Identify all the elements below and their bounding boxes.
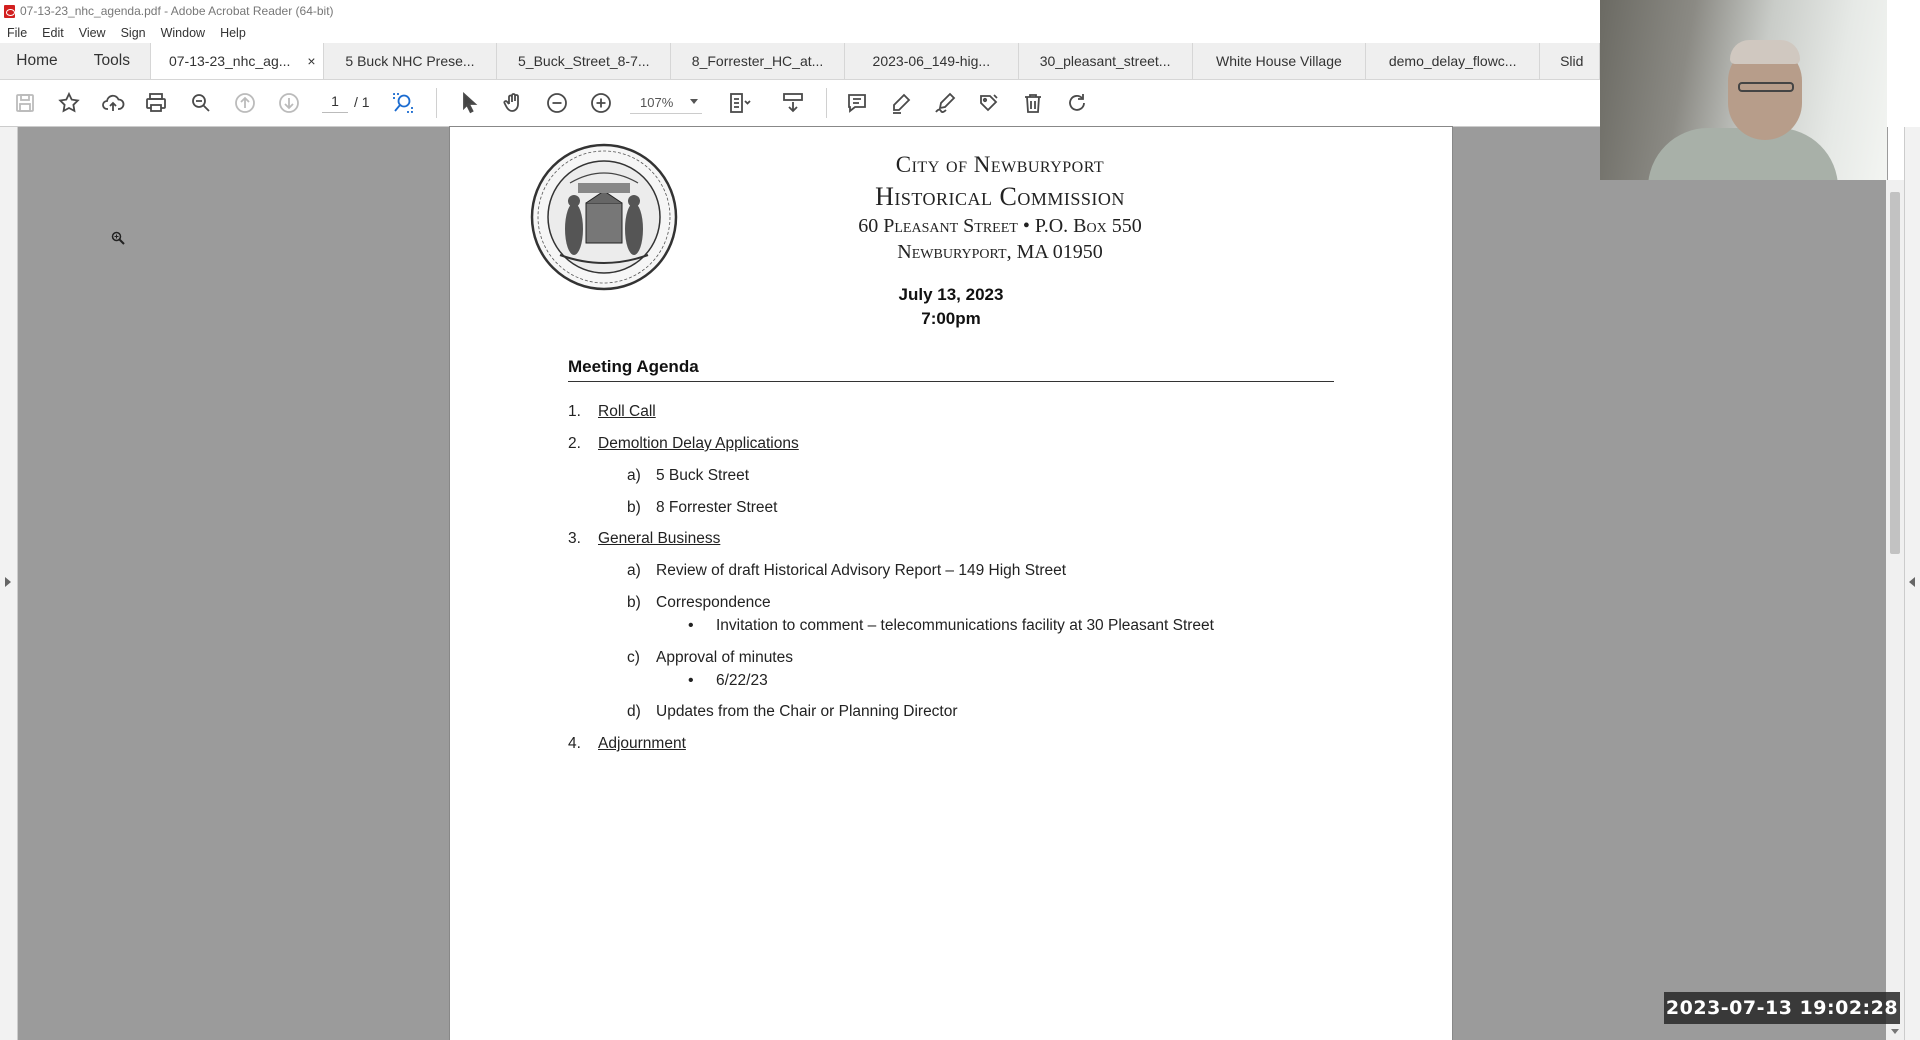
item-letter: a): [627, 467, 641, 484]
toolbar-separator: [826, 88, 827, 118]
page-down-icon[interactable]: [276, 90, 302, 116]
find-icon[interactable]: [390, 90, 416, 116]
menu-view[interactable]: View: [78, 25, 106, 40]
item-number: 4.: [568, 735, 581, 752]
scroll-mode-icon[interactable]: [780, 90, 806, 116]
letterhead-city: City of Newburyport: [895, 152, 1105, 177]
item-number: 1.: [568, 403, 581, 420]
item-text: Demoltion Delay Applications: [598, 435, 799, 452]
fit-page-icon[interactable]: [726, 90, 752, 116]
tab-document[interactable]: demo_delay_flowc...: [1366, 43, 1540, 79]
recording-timestamp: 2023-07-13 19:02:28: [1664, 992, 1900, 1024]
agenda-subitem: [627, 703, 958, 721]
item-letter: c): [627, 649, 640, 666]
item-text: Approval of minutes: [656, 649, 793, 666]
tab-bar: [0, 43, 1600, 80]
agenda-subitem: [627, 499, 777, 517]
meeting-time: 7:00pm: [921, 309, 981, 328]
tab-document[interactable]: Slid: [1540, 43, 1600, 79]
person-glasses: [1738, 82, 1794, 92]
close-tab-icon[interactable]: ×: [307, 53, 316, 69]
letterhead-commission: Historical Commission: [875, 182, 1125, 211]
letterhead-address: 60 Pleasant Street • P.O. Box 550: [858, 215, 1142, 237]
tab-document[interactable]: White House Village: [1193, 43, 1367, 79]
menu-window[interactable]: Window: [160, 25, 206, 40]
item-text: General Business: [598, 530, 721, 547]
item-number: 2.: [568, 435, 581, 452]
item-text: Adjournment: [598, 735, 686, 752]
agenda-subitem: [627, 649, 793, 667]
item-text: Roll Call: [598, 403, 656, 420]
cloud-upload-icon[interactable]: [100, 90, 126, 116]
left-panel-toggle[interactable]: [0, 127, 18, 1040]
page-up-icon[interactable]: [232, 90, 258, 116]
menu-help[interactable]: Help: [220, 25, 246, 40]
pdf-app-icon: [4, 5, 15, 18]
agenda-item: [568, 435, 799, 453]
agenda-subitem: [627, 594, 771, 612]
expand-right-icon: [1909, 577, 1915, 587]
tab-home[interactable]: Home: [16, 52, 58, 69]
menu-sign[interactable]: Sign: [120, 25, 146, 40]
select-arrow-icon[interactable]: [456, 90, 482, 116]
meeting-date: July 13, 2023: [898, 285, 1004, 304]
menu-bar: [0, 22, 1600, 43]
hand-icon[interactable]: [500, 90, 526, 116]
item-text: Updates from the Chair or Planning Director: [656, 703, 958, 720]
page-number-input[interactable]: 1: [322, 93, 348, 113]
rotate-icon[interactable]: [1064, 90, 1090, 116]
scroll-down-arrow-icon[interactable]: [1891, 1029, 1899, 1034]
webcam-video-feed: [1600, 0, 1887, 180]
right-panel-toggle[interactable]: [1904, 127, 1920, 1040]
vertical-scrollbar[interactable]: [1886, 180, 1904, 1040]
item-text: 8 Forrester Street: [656, 499, 778, 516]
menu-file[interactable]: File: [7, 25, 28, 40]
agenda-title: Meeting Agenda: [568, 357, 1334, 382]
zoom-in-icon[interactable]: [588, 90, 614, 116]
agenda-item: [568, 735, 686, 753]
menu-edit[interactable]: Edit: [42, 25, 64, 40]
person-shoulders: [1648, 128, 1838, 180]
item-letter: b): [627, 499, 641, 516]
agenda-item: [568, 530, 720, 548]
sign-icon[interactable]: [932, 90, 958, 116]
page-total: / 1: [354, 94, 370, 110]
toolbar-separator: [436, 88, 437, 118]
tab-document[interactable]: 2023-06_149-hig...: [845, 43, 1019, 79]
item-letter: d): [627, 703, 641, 720]
person-hair: [1730, 40, 1800, 64]
letterhead-city-zip: Newburyport, MA 01950: [897, 241, 1103, 263]
agenda-subitem: [627, 562, 1066, 580]
zoom-level-select[interactable]: [630, 92, 702, 114]
comment-icon[interactable]: [844, 90, 870, 116]
bookmark-star-icon[interactable]: [56, 90, 82, 116]
tab-document[interactable]: 5_Buck_Street_8-7...: [497, 43, 671, 79]
item-number: 3.: [568, 530, 581, 547]
highlight-pen-icon[interactable]: [888, 90, 914, 116]
tab-document-active[interactable]: [150, 43, 324, 79]
tab-document[interactable]: 8_Forrester_HC_at...: [671, 43, 845, 79]
pdf-page: [450, 127, 1452, 1040]
agenda-item: [568, 403, 656, 421]
delete-icon[interactable]: [1020, 90, 1046, 116]
city-seal-logo: [530, 143, 678, 291]
item-letter: b): [627, 594, 641, 611]
chevron-down-icon: [690, 99, 698, 104]
item-letter: a): [627, 562, 641, 579]
agenda-bullet: • Invitation to comment – telecommunications facility at 30 Pleasant Street: [716, 617, 1214, 635]
item-text: Correspondence: [656, 594, 771, 611]
agenda-subitem: [627, 467, 749, 485]
save-icon[interactable]: [12, 90, 38, 116]
tab-label: 07-13-23_nhc_ag...: [168, 53, 291, 69]
scrollbar-thumb[interactable]: [1890, 192, 1900, 554]
zoom-cursor-icon: [111, 231, 125, 245]
zoom-level-value: 107%: [640, 95, 674, 110]
zoom-out-icon[interactable]: [544, 90, 570, 116]
zoom-search-icon[interactable]: [188, 90, 214, 116]
item-text: 5 Buck Street: [656, 467, 750, 484]
window-title-bar: [0, 0, 1600, 22]
letterhead: [770, 149, 1230, 265]
expand-left-icon: [5, 577, 11, 587]
tab-tools[interactable]: Tools: [93, 52, 130, 69]
tab-document[interactable]: 5 Buck NHC Prese...: [324, 43, 498, 79]
tab-document[interactable]: 30_pleasant_street...: [1019, 43, 1193, 79]
window-title: 07-13-23_nhc_agenda.pdf - Adobe Acrobat Reader (64-bit): [20, 4, 334, 18]
fill-sign-icon[interactable]: [976, 90, 1002, 116]
item-text: Review of draft Historical Advisory Report – 149 High Street: [656, 562, 1067, 579]
agenda-bullet: • 6/22/23: [716, 672, 768, 690]
print-icon[interactable]: [143, 90, 169, 116]
